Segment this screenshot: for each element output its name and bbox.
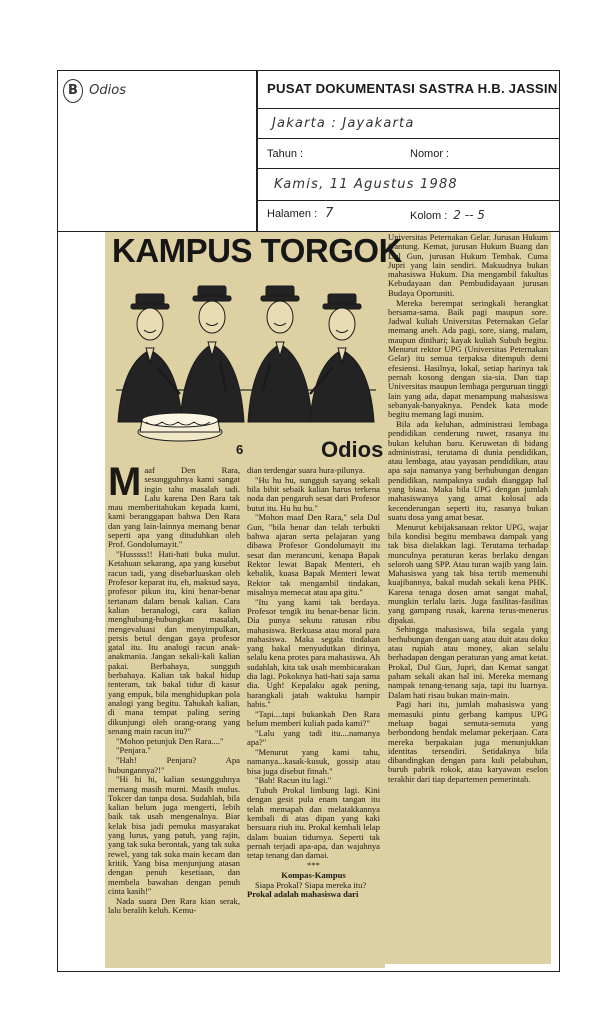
article-headline: KAMPUS TORGOK [112,232,402,269]
halaman-label: Halamen : [267,208,318,220]
paragraph: "Mohon petunjuk Den Rara...." [116,735,224,746]
paragraph: dian terdengar suara hura-pilunya. [247,466,365,475]
tahun-label: Tahun : [267,148,304,160]
paragraph: "Hu hu hu, sungguh sayang sekali bila bibit sebaik kalian harus terkena noda dan pengaruh sesat dari Profesor butut itu. Hu hu hu." [247,474,380,513]
paragraph: Bila ada keluhan, administrasi lembaga pendidikan cenderung ruwet, rasanya itu bukan keluhan baru. Keruwetan di bidang administrasi, terutama di dunia pendidikan, atau lembaga, atau yayasan pendidikan, atau apa saja namanya yang berhubungan dengan pendidikan, nampaknya sudah dianggap hal yang biasa. Maka bila UPG dengan jumlah mahasiswanya yang amat kolosal ada kecenderungan seperti itu, rasanya bukan suatu dosa yang amat besar. [388,418,548,522]
section-subhead: Kompas-Kampus [281,869,346,880]
halaman-value: 7 [325,206,334,221]
cake [138,413,222,441]
page-number: 6 [236,442,244,457]
paragraph: Siapa Prokal? Siapa mereka itu? [255,879,367,890]
header-row-page [257,201,559,231]
archive-header-form [57,70,560,232]
paragraph: "Menurut yang kami tahu, namanya...kasak-kusuk, gossip atau bisa juga disebut fitnah." [247,746,380,776]
paragraph: "Hi hi hi, kalian sesungguhnya memang masih murni. Masih mulus. Tokcer dan tanpa dosa. Sudahlah, bila kalian belum juga mengerti, lebih baik tak usah mengenalnya. Biar kelak bisa jadi pemuka masyarakat yang lurus, yang patuh, yang rajin, yang tak suka berontak, yang tak suka rewel, yang tak suka main kecam dan kritik. Yang bisa menjunjung atasan dengan penuh kesetiaan, dan membela bawahan dengan penuh cinta kasih!" [108,774,240,896]
archive-letter-circle: B [63,79,83,103]
paragraph: "Lalu yang tadi itu....namanya apa?" [247,727,380,748]
archive-tag-text: Odios [89,83,126,98]
kolom-value: 2 -- 5 [453,208,485,222]
paragraph-text: aaf Den Rara, sesungguhnya kami sangat ingin tahu masalah tadi. Lalu karena Den Rara tak mau memberitahukan kepada kami, kami beranggapan bahwa Den Rara dan yang lain-lainnya memang benar seperti apa yang dituduhkan oleh Prof. Gondolumayit." [108,466,240,550]
paragraph: "Hah! Penjara? Apa hubungannya?!" [108,755,240,775]
paragraph: "Mohon maaf Den Rara," sela Dul Gun, "bila benar dan telah terbukti bahwa ajaran serta pelajaran yang dibawa Profesor Gondolumayit itu sesat dan merancuni, kenapa Bapak Rektor lewat Bapak Menteri, eh kebalik, kuasa Bapak Menteri lewat Rektor tak mengambil tindakan, misalnya memecat atau apa gitu." [247,512,380,597]
paragraph: Pagi hari itu, jumlah mahasiswa yang memasuki pintu gerbang kampus UPG meluap bagai semuta-semuta yang berbondong hendak melamar pekerjaan. Cara mereka berpakaian juga menunjukkan identitas tersendiri. Setidaknya bila dibandingkan dengan para kuli pelabuhan, buruh pabrik rokok, atau karyawan eselon terakhir dari tiap departemen pemerintah. [388,699,548,784]
section-separator: *** [307,859,320,870]
date-value: Kamis, 11 Agustus 1988 [274,177,458,192]
column-title: Odios [321,437,384,462]
header-row-title [257,71,559,109]
paragraph: "Penjara." [116,745,151,756]
header-row-location [257,109,559,139]
paragraph: "Husssss!! Hati-hati buka mulut. Ketahuan sekarang, apa yang kusebut racun tadi, yang disebarluaskan oleh Profesor keparat itu, eh, maksud saya, profesor pikun itu, kini benar-benar tertanam dalam benak kalian. Cara kalian beranalogi, cara kalian menghubung-hubungkan masalah, mengevaluasi dan menyimpulkan, persis betul dengan gaya profesor gatal itu. Itu analogi racun anak-anakmania. Jangan sekali-kali kalian pakai. Berbahaya, sungguh berbahaya. Kalian tak bakal hidup tenteram, tak bakal tidur di kasur yang empuk, bila menghidupkan pola analogi yang begitu. Tahukah kalian, di mana tempat paling sering dikunjungi oleh orang-orang yang senang main racun itu?" [108,549,240,736]
paragraph: Mereka berempat seringkali berangkat bersama-sama. Baik pagi maupun sore. Jadwal kuliah Universitas Peternakan Gelar memang aneh. Ada pagi, sore, siang, malam, maupun dinihari; kayak kuliah Subuh begitu. Menurut rektor UPG (Universitas Peternakan Gelar) itu semua terpaksa ditempuh demi efesiensi. Hasilnya, lokal, setiap harinya tak pernah kosong dengan sia-sia. Dan tiap Universitas maupun lembaga perguruan tinggi lain yang ada, dapat menampung mahasiswa sebanyak-banyaknya. Pendek kata mode begitu memang lagi musim. [388,297,548,420]
nomor-label: Nomor : [410,148,450,160]
paragraph: Prokal adalah mahasiswa dari [247,889,359,900]
archive-tag [63,79,126,103]
kolom-group [410,208,485,222]
header-row-date [257,169,559,201]
article-column-3 [388,233,548,964]
paragraph: Nada suara Den Rara kian serak, lalu beralih keluh. Kemu- [108,895,240,915]
drop-cap: M [108,466,142,504]
paragraph: "Bah! Racun itu lagi." [255,775,332,786]
paragraph: Menurut kebijaksanaan rektor UPG, wajar bila kondisi begitu membawa dampak yang tak bisa dielakkan lagi. Terutama terhadap munculnya peraturan keras berlaku dengan seloroh uang SPP. Atau turan wajib yang lain. Mahasiswa yang tak bisa tertib memenuhi kuajibannya, bakal mudah sekali kena PHK. Karena tenaga dosen amat sangat mahal, mungkin terlalu laris. Juga fasilitas-fasilitas yang gampang rusak, karena terus-menerus dipakai. [388,521,548,625]
paragraph: Tubuh Prokal limbung lagi. Kini dengan gesit pula enam tangan itu telah memapah dan melatakkannya kembali di atas dipan yang kaki bersuara riuh itu. Prokal kembali lelap dalam buaian tidurnya. Seperti tak pernah terjadi apa-apa, dan wajahnya tetap tenang dan damai. [247,785,380,861]
location-value: Jakarta : Jayakarta [272,116,415,131]
kolom-label: Kolom : [410,210,448,222]
paragraph: Universitas Peternakan Gelar. Jurusan Hukum Gantung. Kemat, jurusan Hukum Buang dan Dul Gun, jurusan Hukum Tembak. Cuma Jupri yang lain sendiri. Maksudnya bukan mahasiswa Hukum. Dia mengambil fakultas Kebudayaan dan Pembudidayaan jurusan Budaya Oportuniti. [388,233,548,298]
cartoon-illustration [110,272,382,452]
paragraph: "Tapi....tapi bukankah Den Rara belum memberi kuliah pada kami?" [247,708,380,729]
article-column-2 [247,466,380,966]
paragraph: Sehingga mahasiswa, bila segala yang berhubungan dengan uang atau duit atau doku atau rupiah atau money, akan selalu berhadapan dengan peraturan yang amat ketat. Prokal, Dul Gun, Jupri, dan Kemat sangat paham sekali akan hal ini. Mereka memang nampak tenang-tenang saja, tapi itu luarnya. Dalam hati risau bukan main-main. [388,624,548,700]
paragraph: "Itu yang kami tak berdaya. Profesor tengik itu benar-benar licin. Dia punya sekutu ratusan ribu mahasiswa. Berkuasa atau moral para mahasiswa. Maka segala tindakan yang bakal menyudutkan dirinya, selalu kena protes para mahasiswa. Ah sudahlah, kita tak usah membicarakan dia lagi. Pokoknya hati-hati saja sama dia. Ugh! Kepalaku agak pening, barangkali jatah waktuku hampir habis." [247,596,380,709]
center-title: PUSAT DOKUMENTASI SASTRA H.B. JASSIN [267,81,558,96]
paragraph [108,466,240,550]
article-column-1 [108,466,240,966]
header-row-year [257,139,559,169]
